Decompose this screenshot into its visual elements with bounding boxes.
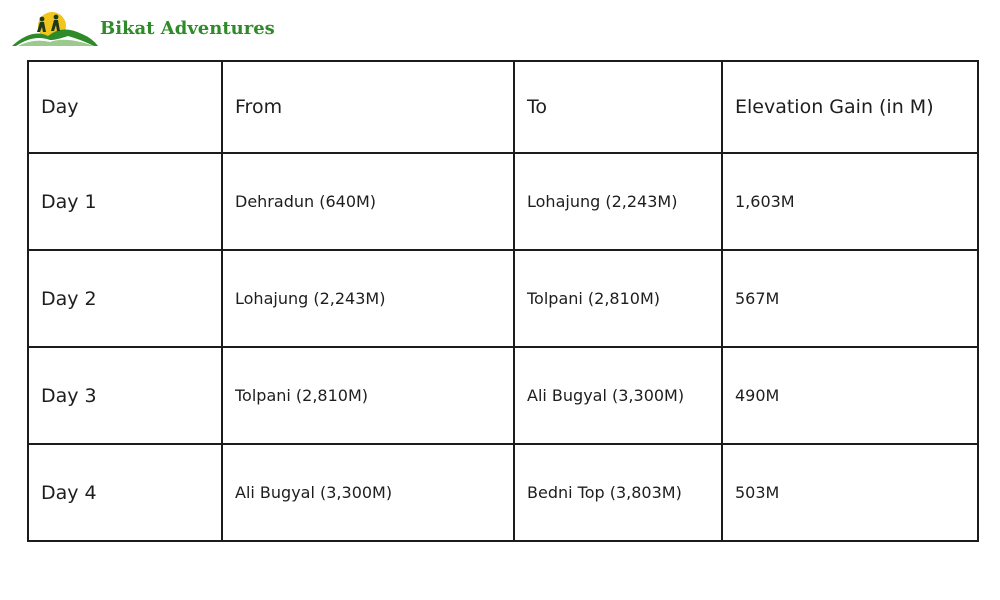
cell-to: Bedni Top (3,803M) [514,444,722,541]
header-day: Day [28,61,222,153]
table-row [28,347,978,444]
cell-day: Day 4 [28,444,222,541]
cell-day: Day 3 [28,347,222,444]
header-from: From [222,61,514,153]
cell-elevation-gain: 1,603M [722,153,978,250]
table-row [28,250,978,347]
brand-name[interactable]: Bikat Adventures [100,18,275,39]
header-to: To [514,61,722,153]
cell-elevation-gain: 567M [722,250,978,347]
cell-from: Lohajung (2,243M) [222,250,514,347]
cell-from: Tolpani (2,810M) [222,347,514,444]
cell-to: Ali Bugyal (3,300M) [514,347,722,444]
mountain-hikers-icon [10,10,100,50]
cell-elevation-gain: 490M [722,347,978,444]
brand-logo [10,8,100,52]
cell-from: Dehradun (640M) [222,153,514,250]
cell-to: Tolpani (2,810M) [514,250,722,347]
itinerary-table [27,60,979,542]
cell-from: Ali Bugyal (3,300M) [222,444,514,541]
table-header-row [28,61,978,153]
table-row [28,444,978,541]
table-row [28,153,978,250]
cell-day: Day 2 [28,250,222,347]
header-elevation-gain: Elevation Gain (in M) [722,61,978,153]
cell-to: Lohajung (2,243M) [514,153,722,250]
cell-day: Day 1 [28,153,222,250]
cell-elevation-gain: 503M [722,444,978,541]
